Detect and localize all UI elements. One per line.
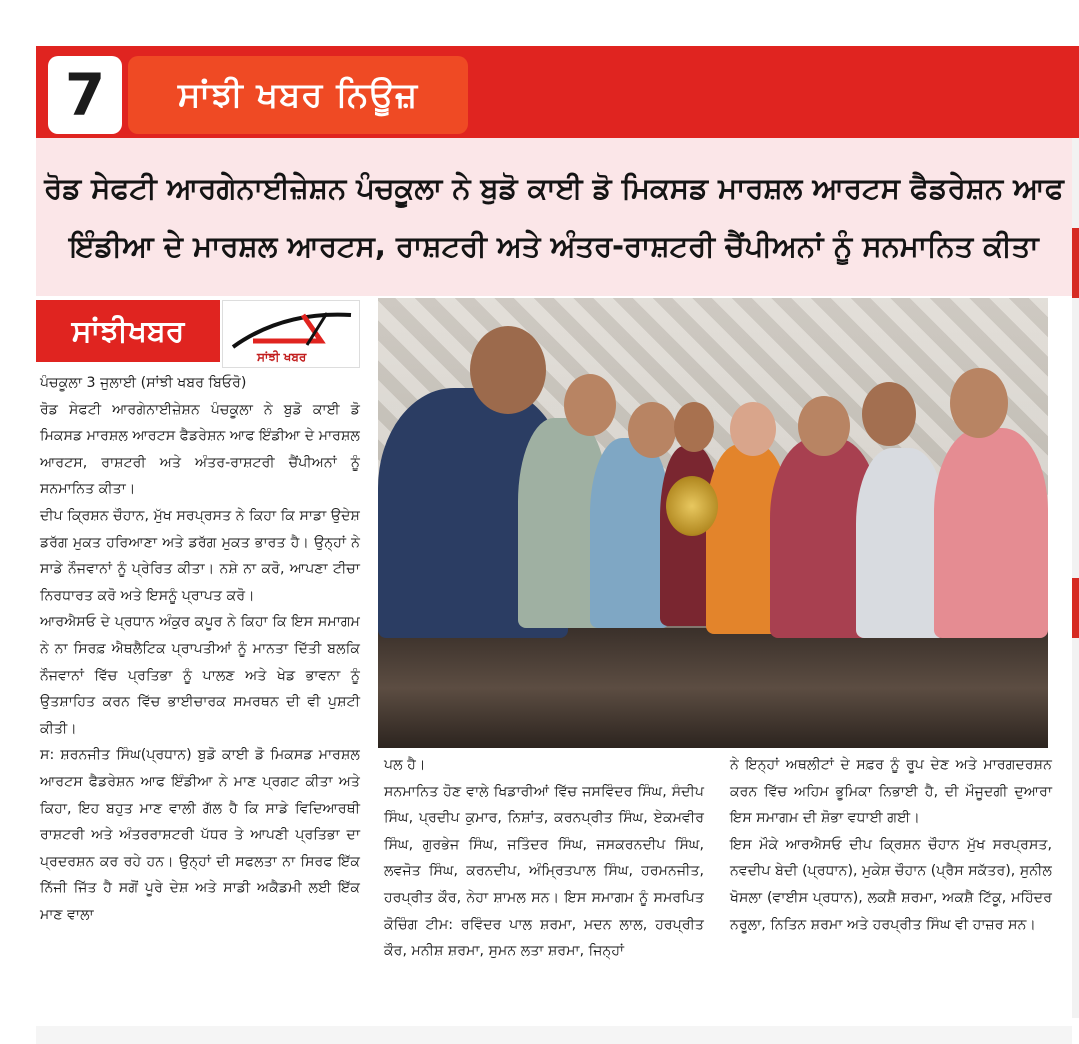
article-headline xyxy=(36,138,1072,296)
event-photo xyxy=(378,298,1048,748)
paragraph: ਸ: ਸ਼ਰਨਜੀਤ ਸਿੰਘ(ਪ੍ਰਧਾਨ) ਬੁਡੋ ਕਾਈ ਡੋ ਮਿਕਸਡ ਮਾਰਸ਼ਲ ਆਰਟਸ ਫੈਡਰੇਸ਼ਨ ਆਫ ਇੰਡੀਆ ਨੇ ਮਾਣ ਪ੍ਰਗਟ ਕੀਤਾ ਅਤੇ ਕਿਹਾ, ਇਹ ਬਹੁਤ ਮਾਣ ਵਾਲੀ ਗੱਲ ਹੈ ਕਿ ਸਾਡੇ ਵਿਦਿਆਰਥੀ ਰਾਸ਼ਟਰੀ ਅਤੇ ਅੰਤਰਰਾਸ਼ਟਰੀ ਪੱਧਰ ਤੇ ਆਪਣੀ ਪ੍ਰਤਿਭਾ ਦਾ ਪ੍ਰਦਰਸ਼ਨ ਕਰ ਰਹੇ ਹਨ। ਉਨ੍ਹਾਂ ਦੀ ਸਫਲਤਾ ਨਾ ਸਿਰਫ ਇੱਕ ਨਿੱਜੀ ਜਿੱਤ ਹੈ ਸਗੋਂ ਪੂਰੇ ਦੇਸ਼ ਅਤੇ ਸਾਡੀ ਅਕੈਡਮੀ ਲਈ ਇੱਕ ਮਾਣ ਵਾਲਾ xyxy=(40,747,360,923)
paragraph: ਦੀਪ ਕ੍ਰਿਸ਼ਨ ਚੌਹਾਨ, ਮੁੱਖ ਸਰਪ੍ਰਸਤ ਨੇ ਕਿਹਾ ਕਿ ਸਾਡਾ ਉਦੇਸ਼ ਡਰੱਗ ਮੁਕਤ ਹਰਿਆਣਾ ਅਤੇ ਡਰੱਗ ਮੁਕਤ ਭਾਰਤ ਹੈ। ਉਨ੍ਹਾਂ ਨੇ ਸਾਡੇ ਨੌਜਵਾਨਾਂ ਨੂੰ ਪ੍ਰੇਰਿਤ ਕੀਤਾ। ਨਸ਼ੇ ਨਾ ਕਰੋ, ਆਪਣਾ ਟੀਚਾ ਨਿਰਧਾਰਤ ਕਰੋ ਅਤੇ ਇਸਨੂੰ ਪ੍ਰਾਪਤ ਕਰੋ। xyxy=(40,507,360,604)
paragraph: ਸਨਮਾਨਿਤ ਹੋਣ ਵਾਲੇ ਖਿਡਾਰੀਆਂ ਵਿੱਚ ਜਸਵਿੰਦਰ ਸਿੰਘ, ਸੰਦੀਪ ਸਿੰਘ, ਪ੍ਰਦੀਪ ਕੁਮਾਰ, ਨਿਸ਼ਾਂਤ, ਕਰਨਪ੍ਰੀਤ ਸਿੰਘ, ਏਕਮਵੀਰ ਸਿੰਘ, ਗੁਰਭੇਜ ਸਿੰਘ, ਜਤਿੰਦਰ ਸਿੰਘ, ਜਸਕਰਨਦੀਪ ਸਿੰਘ, ਲਵਜੋਤ ਸਿੰਘ, ਕਰਨਦੀਪ, ਅੰਮ੍ਰਿਤਪਾਲ ਸਿੰਘ, ਹਰਮਨਜੀਤ, ਹਰਪ੍ਰੀਤ ਕੌਰ, ਨੇਹਾ ਸ਼ਾਮਲ ਸਨ। ਇਸ ਸਮਾਗਮ ਨੂੰ ਸਮਰਪਿਤ ਕੋਚਿੰਗ ਟੀਮ: ਰਵਿੰਦਰ ਪਾਲ ਸ਼ਰਮਾ, ਮਦਨ ਲਾਲ, ਹਰਪ੍ਰੀਤ ਕੌਰ, ਮਨੀਸ਼ ਸ਼ਰਮਾ, ਸੁਮਨ ਲਤਾ ਸ਼ਰਮਾ, ਜਿਨ੍ਹਾਂ xyxy=(384,783,704,960)
article-column-2 xyxy=(384,752,704,965)
dateline: ਪੰਚਕੂਲਾ 3 ਜੁਲਾਈ (ਸਾਂਝੀ ਖਬਰ ਬਿਓਰੋ) xyxy=(40,375,247,391)
article-column-3 xyxy=(730,752,1052,938)
paragraph: ਰੋਡ ਸੇਫਟੀ ਆਰਗੇਨਾਈਜ਼ੇਸ਼ਨ ਪੰਚਕੂਲਾ ਨੇ ਬੁਡੋ ਕਾਈ ਡੋ ਮਿਕਸਡ ਮਾਰਸ਼ਲ ਆਰਟਸ ਫੈਡਰੇਸ਼ਨ ਆਫ ਇੰਡੀਆ ਦੇ ਮਾਰਸ਼ਲ ਆਰਟਸ, ਰਾਸ਼ਟਰੀ ਅਤੇ ਅੰਤਰ-ਰਾਸ਼ਟਰੀ ਚੈਂਪੀਅਨਾਂ ਨੂੰ ਸਨਮਾਨਿਤ ਕੀਤਾ। xyxy=(40,401,361,498)
page-top-margin xyxy=(0,0,1079,46)
award-plaque xyxy=(666,476,718,536)
headline-line-1: ਰੋਡ ਸੇਫਟੀ ਆਰਗੇਨਾਈਜ਼ੇਸ਼ਨ ਪੰਚਕੂਲਾ ਨੇ ਬੁਡੋ ਕਾਈ ਡੋ ਮਿਕਸਡ ਮਾਰਸ਼ਲ ਆਰਟਸ ਫੈਡਰੇਸ਼ਨ ਆਫ xyxy=(44,171,1064,205)
source-tag: ਸਾਂਝੀਖਬਰ xyxy=(36,300,220,362)
brand-logo xyxy=(222,300,360,368)
page-bottom-edge xyxy=(36,1026,1072,1044)
paragraph: ਨੇ ਇਨ੍ਹਾਂ ਅਥਲੀਟਾਂ ਦੇ ਸਫ਼ਰ ਨੂੰ ਰੂਪ ਦੇਣ ਅਤੇ ਮਾਰਗਦਰਸ਼ਨ ਕਰਨ ਵਿੱਚ ਅਹਿਮ ਭੂਮਿਕਾ ਨਿਭਾਈ ਹੈ, ਦੀ ਮੌਜੂਦਗੀ ਦੁਆਰਾ ਇਸ ਸਮਾਗਮ ਦੀ ਸ਼ੋਭਾ ਵਧਾਈ ਗਈ। xyxy=(730,757,1052,827)
masthead-brand: ਸਾਂਝੀ ਖਬਰ ਨਿਊਜ਼ xyxy=(128,56,468,134)
paragraph: ਪਲ ਹੈ। xyxy=(384,757,426,773)
headline-line-2: ਇੰਡੀਆ ਦੇ ਮਾਰਸ਼ਲ ਆਰਟਸ, ਰਾਸ਼ਟਰੀ ਅਤੇ ਅੰਤਰ-ਰਾਸ਼ਟਰੀ ਚੈਂਪੀਅਨਾਂ ਨੂੰ ਸਨਮਾਨਿਤ ਕੀਤਾ xyxy=(69,229,1039,263)
article-column-1 xyxy=(40,370,360,928)
adjacent-page-edge xyxy=(1072,138,1079,1018)
paragraph: ਆਰਐਸਓ ਦੇ ਪ੍ਰਧਾਨ ਅੰਕੁਰ ਕਪੂਰ ਨੇ ਕਿਹਾ ਕਿ ਇਸ ਸਮਾਗਮ ਨੇ ਨਾ ਸਿਰਫ਼ ਐਥਲੈਟਿਕ ਪ੍ਰਾਪਤੀਆਂ ਨੂੰ ਮਾਨਤਾ ਦਿੱਤੀ ਬਲਕਿ ਨੌਜਵਾਨਾਂ ਵਿੱਚ ਪ੍ਰਤਿਭਾ ਨੂੰ ਪਾਲਣ ਅਤੇ ਖੇਡ ਭਾਵਨਾ ਨੂੰ ਉਤਸ਼ਾਹਿਤ ਕਰਨ ਵਿੱਚ ਭਾਈਚਾਰਕ ਸਮਰਥਨ ਦੀ ਵੀ ਪੁਸ਼ਟੀ ਕੀਤੀ। xyxy=(40,614,360,737)
logo-text: ਸਾਂਝੀ ਖਬਰ xyxy=(257,350,307,364)
paragraph: ਇਸ ਮੌਕੇ ਆਰਐਸਓ ਦੀਪ ਕ੍ਰਿਸ਼ਨ ਚੌਹਾਨ ਮੁੱਖ ਸਰਪ੍ਰਸਤ, ਨਵਦੀਪ ਬੇਦੀ (ਪ੍ਰਧਾਨ), ਮੁਕੇਸ਼ ਚੌਹਾਨ (ਪ੍ਰੈਸ ਸਕੱਤਰ), ਸੁਨੀਲ ਖੋਸਲਾ (ਵਾਈਸ ਪ੍ਰਧਾਨ), ਲਕਸ਼ੈ ਸ਼ਰਮਾ, ਅਕਸ਼ੈ ਟਿੱਕੂ, ਮਹਿੰਦਰ ਨਰੂਲਾ, ਨਿਤਿਨ ਸ਼ਰਮਾ ਅਤੇ ਹਰਪ੍ਰੀਤ ਸਿੰਘ ਵੀ ਹਾਜ਼ਰ ਸਨ। xyxy=(730,836,1052,933)
page-number: 7 xyxy=(48,56,122,134)
